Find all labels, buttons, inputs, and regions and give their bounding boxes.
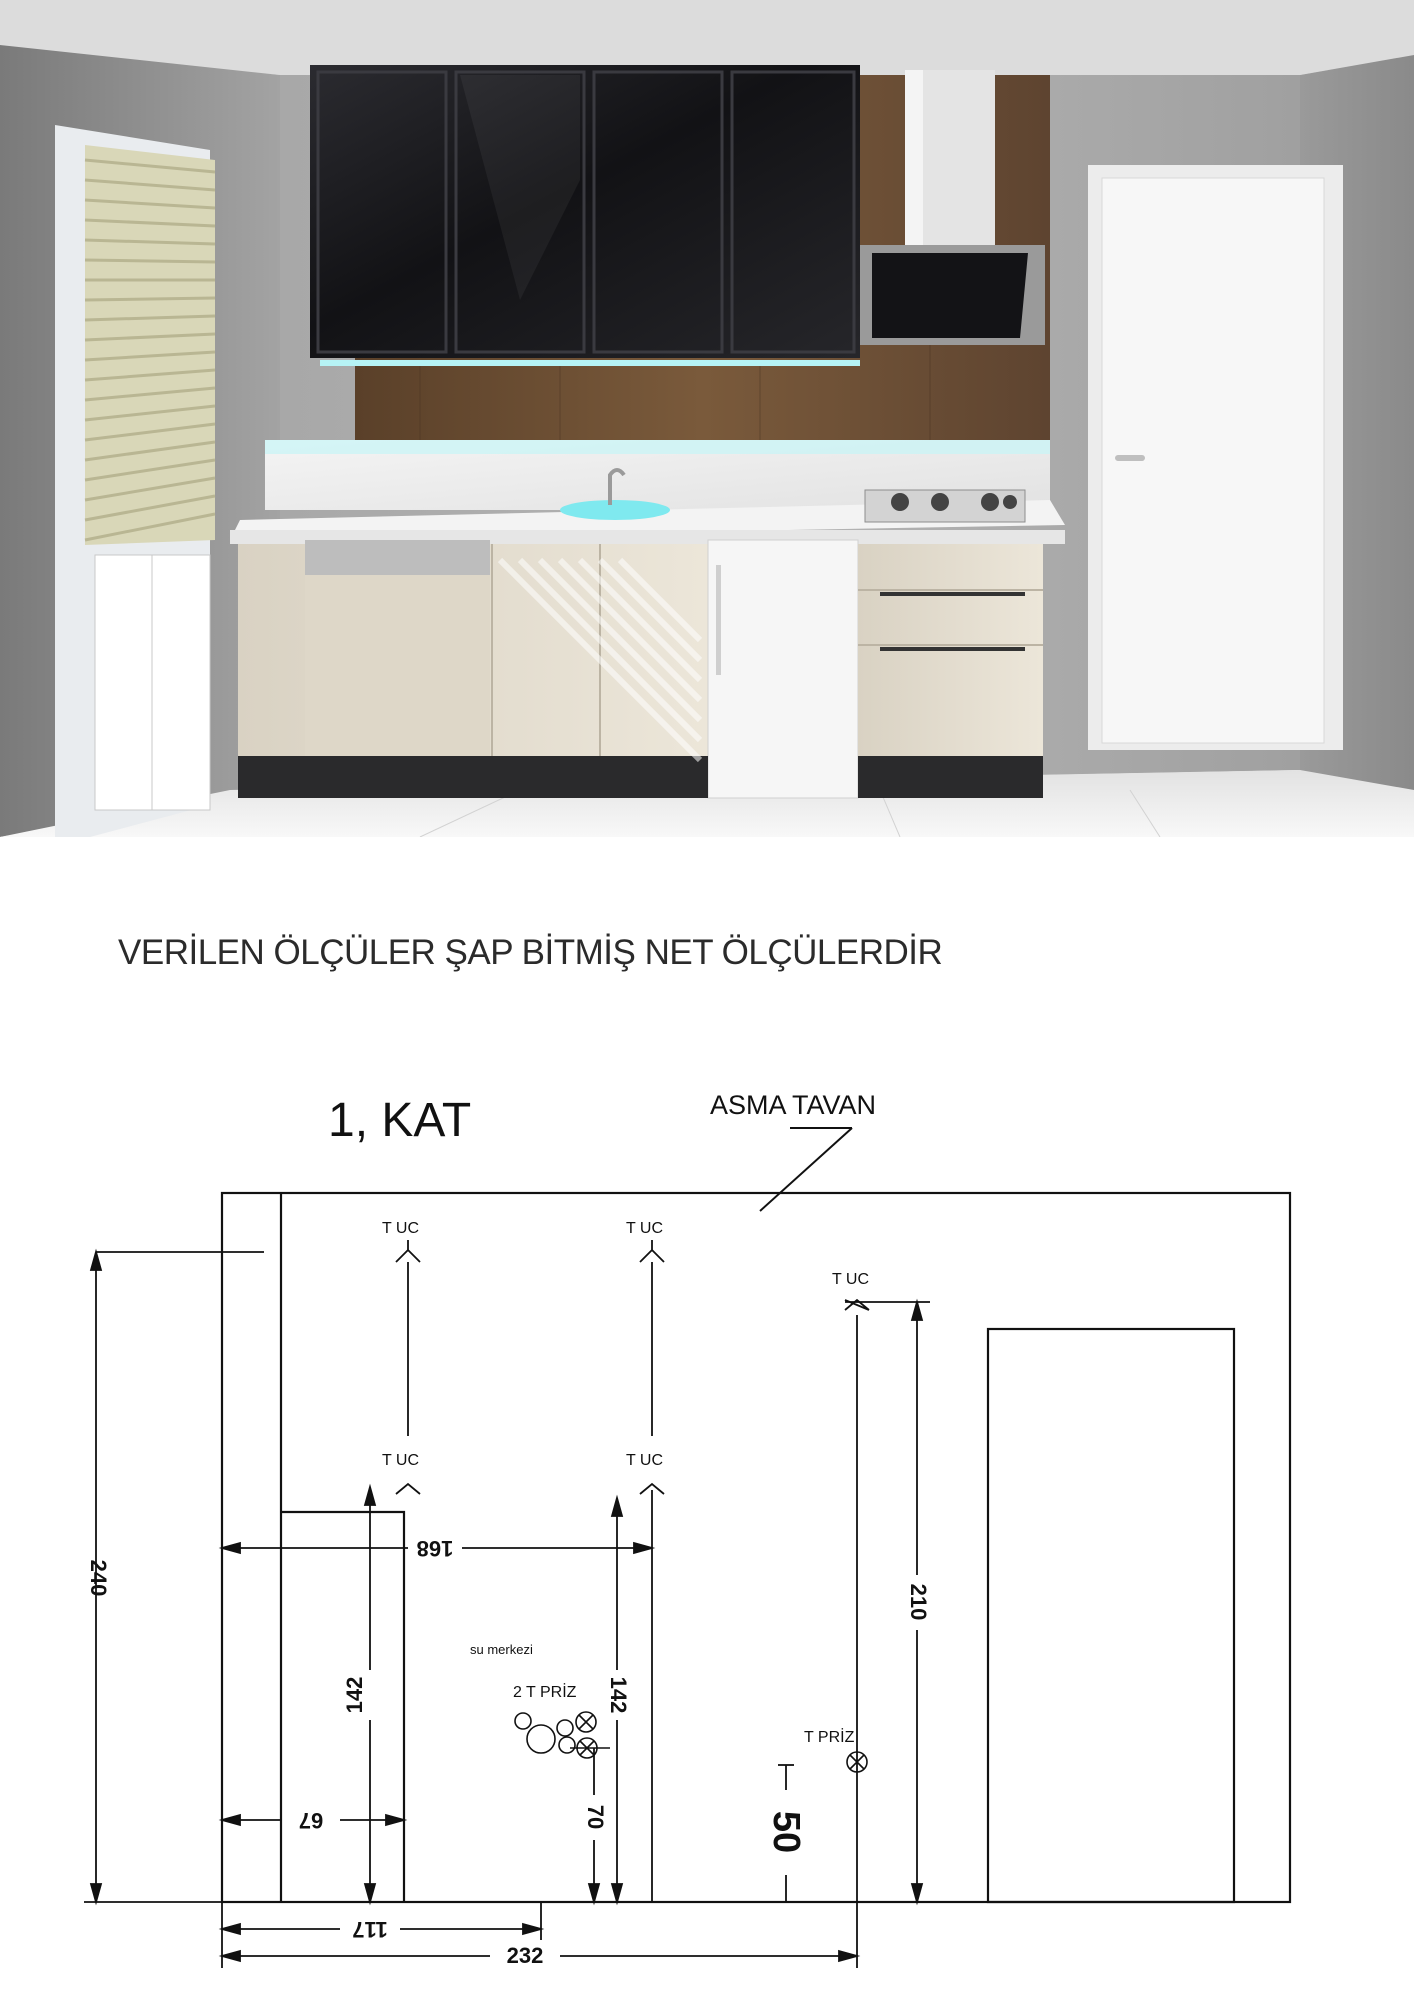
elevation-plan — [0, 1060, 1414, 2000]
window-blinds — [55, 125, 215, 837]
floor-label: 1, KAT — [328, 1094, 472, 1147]
dim-total-width: 232 — [506, 1943, 544, 1968]
dim-right-socket-height: 142 — [606, 1676, 631, 1714]
upper-cabinets — [310, 65, 860, 366]
dim-small-offset: 67 — [298, 1808, 324, 1833]
dim-left-socket-height: 142 — [342, 1676, 367, 1714]
ceiling-label: ASMA TAVAN — [710, 1090, 877, 1120]
t-uc-label-4: T UC — [626, 1452, 664, 1469]
single-socket-label: T PRİZ — [804, 1729, 855, 1746]
dim-hood-height: 210 — [906, 1583, 931, 1621]
dim-socket-height: 50 — [765, 1810, 807, 1854]
kitchen-render — [0, 0, 1414, 837]
t-uc-label-1: T UC — [382, 1220, 420, 1237]
dimension-lines — [84, 1252, 930, 1968]
ceiling-leader-line — [760, 1128, 852, 1211]
water-center-label: su merkezi — [470, 1642, 533, 1657]
dim-water-offset: 117 — [352, 1917, 388, 1942]
t-uc-symbol-1 — [396, 1240, 420, 1262]
t-uc-symbol-2 — [640, 1240, 664, 1262]
door-outline — [988, 1329, 1234, 1902]
double-socket-label: 2 T PRİZ — [513, 1684, 577, 1701]
t-uc-label-5: T UC — [832, 1271, 870, 1288]
dim-total-height: 240 — [86, 1559, 111, 1597]
t-uc-symbol-3 — [396, 1484, 420, 1494]
water-socket-symbols — [515, 1712, 610, 1758]
pipe-lines — [408, 1262, 857, 1902]
t-uc-label-3: T UC — [382, 1452, 420, 1469]
sink — [560, 500, 670, 520]
lower-cabinets — [238, 540, 1043, 798]
dim-water-height: 70 — [583, 1804, 608, 1830]
dim-upper-width: 168 — [416, 1536, 454, 1561]
t-uc-label-2: T UC — [626, 1220, 664, 1237]
door — [1088, 165, 1343, 750]
page-heading: VERİLEN ÖLÇÜLER ŞAP BİTMİŞ NET ÖLÇÜLERDİR — [118, 933, 943, 972]
